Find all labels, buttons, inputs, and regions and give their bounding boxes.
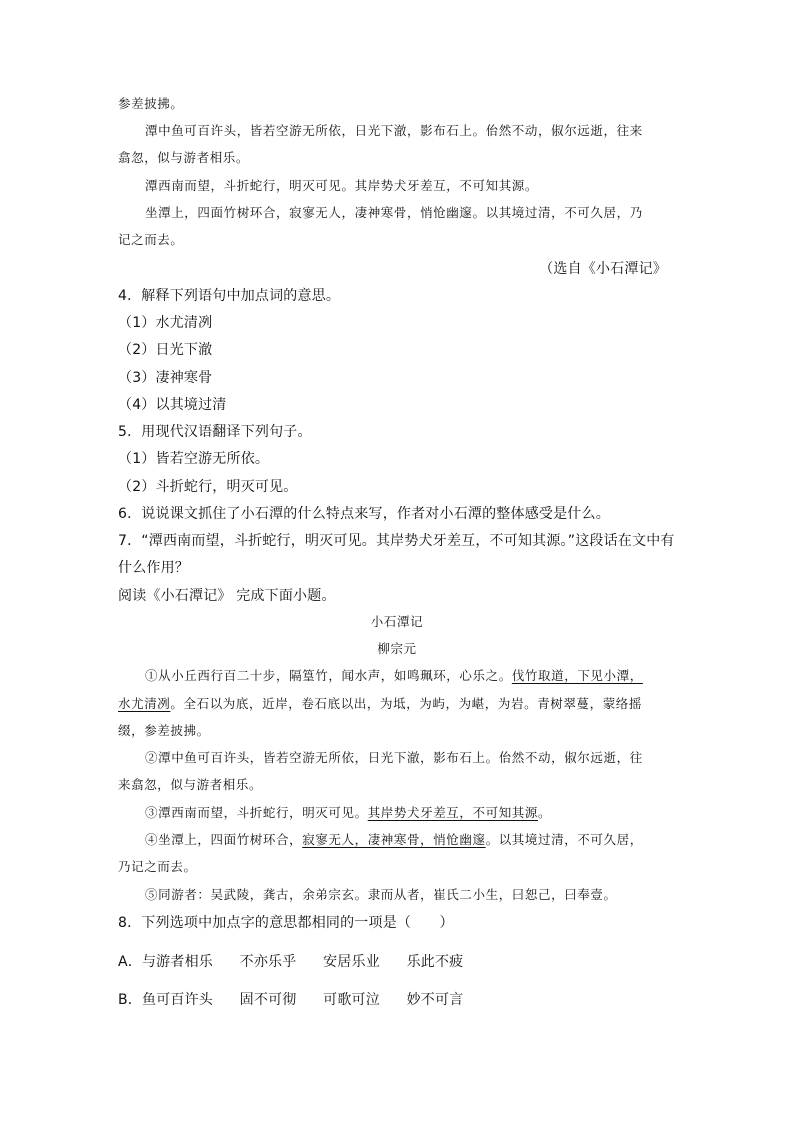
passage-line: 来翕忽，似与游者相乐。	[118, 777, 263, 792]
option-b	[118, 993, 485, 1007]
passage-author: 柳宗元	[377, 641, 417, 656]
passage-line	[145, 670, 643, 683]
option-text: 不亦乐乎	[239, 954, 297, 970]
question-7-line: 什么作用？	[118, 560, 189, 576]
option-text: 妙不可言	[406, 992, 464, 1008]
passage-text: 。以其境过清，不可久居，	[485, 832, 643, 847]
option-text: 安居乐业	[323, 954, 380, 970]
underlined-sentence: 其岸势犬牙差互，不可知其源	[367, 805, 539, 820]
option-text: 固不可彻	[239, 992, 297, 1008]
question-8-title: 8．下列选项中加点字的意思都相同的一项是（ ）	[118, 915, 454, 931]
passage-text: ①从小丘西行百二十步，隔篁竹，闻水声，如鸣珮环，心乐之。	[145, 668, 512, 683]
passage-text: ③潭西南而望，斗折蛇行，明灭可见。	[145, 805, 368, 820]
question-4-title: 4．解释下列语句中加点词的意思。	[118, 288, 341, 304]
passage-line: 乃记之而去。	[118, 859, 197, 874]
option-a	[118, 955, 485, 969]
passage-line: 缀，参差披拂。	[118, 723, 210, 738]
question-6: 6．说说课文抓住了小石潭的什么特点来写，作者对小石潭的整体感受是什么。	[118, 506, 610, 522]
question-item: （4）以其境过清	[118, 397, 227, 413]
passage-line: ⑤同游者：吴武陵，龚古，余弟宗玄。隶而从者，崔氏二小生，曰恕己，曰奉壹。	[145, 887, 617, 902]
question-5-title: 5．用现代汉语翻译下列句子。	[118, 424, 312, 440]
passage-line	[145, 807, 551, 820]
option-text: 乐此不疲	[406, 954, 464, 970]
passage-line: ②潭中鱼可百许头，皆若空游无所依，日光下澈，影布石上。佁然不动，俶尔远逝，往	[145, 750, 643, 765]
underlined-sentence: 伐竹取道，下见小潭，	[511, 668, 643, 683]
passage-line: 潭中鱼可百许头，皆若空游无所依，日光下澈，影布石上。佁然不动，俶尔远逝，往来	[145, 123, 643, 138]
question-item: （3）凄神寒骨	[118, 370, 213, 386]
option-text: A．与游者相乐	[118, 954, 213, 970]
passage-line: 翕忽，似与游者相乐。	[118, 150, 250, 165]
question-item: （1）水尤清冽	[118, 315, 213, 331]
underlined-sentence: 水尤清冽	[118, 696, 171, 711]
passage-text: 。全石以为底，近岸，卷石底以出，为坻，为屿，为嵁，为岩。青树翠蔓，蒙络摇	[170, 696, 643, 711]
passage-text: 。	[538, 805, 552, 820]
reading-intro: 阅读《小石潭记》 完成下面小题。	[118, 588, 336, 604]
passage-line: 坐潭上，四面竹树环合，寂寥无人，凄神寒骨，悄怆幽邃。以其境过清，不可久居，乃	[145, 205, 643, 220]
passage-source: （选自《小石潭记》	[539, 261, 667, 277]
passage-title: 小石潭记	[370, 614, 424, 629]
question-item: （1）皆若空游无所依。	[118, 451, 270, 467]
passage-line	[145, 834, 643, 847]
option-text: 可歌可泣	[323, 992, 380, 1008]
passage-line: 参差披拂。	[118, 96, 184, 111]
question-item: （2）斗折蛇行，明灭可见。	[118, 479, 298, 495]
question-item: （2）日光下澈	[118, 342, 213, 358]
passage-line	[118, 698, 642, 711]
underlined-sentence: 寂寥无人，凄神寒骨，悄怆幽邃	[302, 832, 486, 847]
passage-line: 潭西南而望，斗折蛇行，明灭可见。其岸势犬牙差互，不可知其源。	[145, 178, 539, 193]
option-text: B．鱼可百许头	[118, 992, 214, 1008]
passage-line: 记之而去。	[118, 232, 184, 247]
question-7-line: 7．“潭西南而望，斗折蛇行，明灭可见。其岸势犬牙差互，不可知其源。”这段话在文中有	[118, 533, 675, 549]
passage-text: ④坐潭上，四面竹树环合，	[145, 832, 303, 847]
